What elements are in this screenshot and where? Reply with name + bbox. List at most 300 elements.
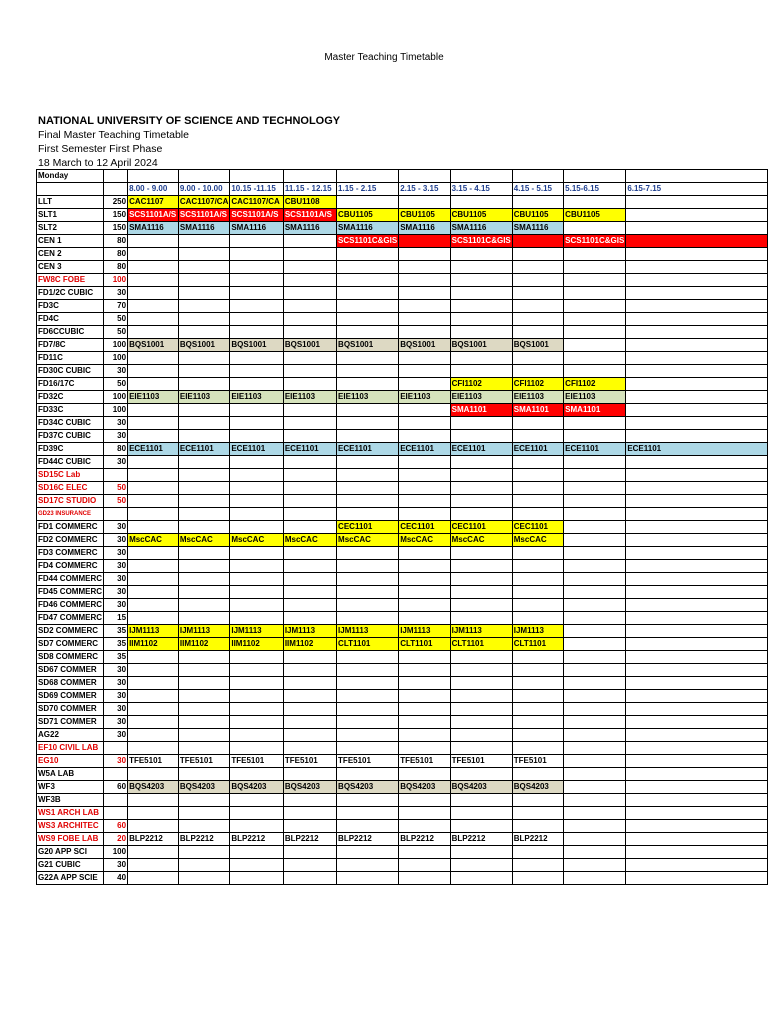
table-row [37, 742, 768, 755]
empty-cell [337, 508, 399, 521]
empty-cell [399, 482, 450, 495]
empty-cell [230, 859, 283, 872]
empty-cell [230, 716, 283, 729]
empty-cell [337, 846, 399, 859]
empty-cell [128, 651, 179, 664]
empty-cell [178, 469, 229, 482]
course-cell: SMA1116 [283, 222, 336, 235]
room-name: FD6CCUBIC [37, 326, 104, 339]
empty-cell [564, 534, 626, 547]
empty-cell [564, 365, 626, 378]
empty-cell [230, 378, 283, 391]
empty-cell [178, 261, 229, 274]
empty-cell [626, 274, 768, 287]
empty-cell [450, 768, 512, 781]
empty-cell [512, 274, 563, 287]
empty-cell [283, 742, 336, 755]
empty-cell [128, 248, 179, 261]
room-capacity: 30 [104, 430, 128, 443]
table-row [37, 677, 768, 690]
empty-cell [564, 872, 626, 885]
empty-cell [564, 339, 626, 352]
empty-cell [450, 352, 512, 365]
empty-cell [128, 508, 179, 521]
room-name: W5A LAB [37, 768, 104, 781]
course-cell: SMA1116 [230, 222, 283, 235]
empty-cell [337, 274, 399, 287]
course-cell [399, 235, 450, 248]
room-capacity [104, 469, 128, 482]
empty-cell [178, 430, 229, 443]
empty-cell [450, 690, 512, 703]
empty-cell [230, 807, 283, 820]
empty-cell [450, 560, 512, 573]
time-slot: 11.15 - 12.15 [283, 183, 336, 196]
table-row [37, 287, 768, 300]
course-cell: CAC1107/CA [230, 196, 283, 209]
empty-cell [450, 287, 512, 300]
empty-cell [399, 378, 450, 391]
course-cell: SCS1101C&GIS [450, 235, 512, 248]
empty-cell [564, 703, 626, 716]
empty-cell [399, 794, 450, 807]
course-cell: SMA1116 [512, 222, 563, 235]
empty-cell [512, 703, 563, 716]
empty-cell [337, 729, 399, 742]
empty-cell [283, 417, 336, 430]
course-cell: SCS1101A/S [230, 209, 283, 222]
empty-cell [178, 820, 229, 833]
course-cell: SMA1101 [564, 404, 626, 417]
empty-cell [337, 664, 399, 677]
course-cell: CEC1101 [337, 521, 399, 534]
empty-cell [564, 794, 626, 807]
room-name: G22A APP SCIE [37, 872, 104, 885]
empty-cell [337, 313, 399, 326]
empty-cell [230, 482, 283, 495]
empty-cell [337, 365, 399, 378]
empty-cell [283, 872, 336, 885]
empty-cell [512, 261, 563, 274]
course-cell: BQS4203 [450, 781, 512, 794]
empty-cell [450, 573, 512, 586]
room-capacity: 30 [104, 560, 128, 573]
room-capacity: 50 [104, 482, 128, 495]
semester-phase: First Semester First Phase [38, 143, 163, 155]
empty-cell [283, 586, 336, 599]
empty-cell [230, 664, 283, 677]
empty-cell [512, 196, 563, 209]
empty-cell [230, 703, 283, 716]
empty-cell [230, 521, 283, 534]
room-capacity: 30 [104, 677, 128, 690]
empty-cell [178, 729, 229, 742]
room-name: EG10 [37, 755, 104, 768]
empty-cell [283, 404, 336, 417]
empty-cell [564, 469, 626, 482]
empty-cell [512, 794, 563, 807]
empty-cell [399, 469, 450, 482]
empty-cell [178, 677, 229, 690]
empty-cell [564, 625, 626, 638]
empty-cell [626, 781, 768, 794]
empty-cell [283, 859, 336, 872]
empty-cell [178, 417, 229, 430]
table-row [37, 586, 768, 599]
empty-cell [626, 755, 768, 768]
empty-cell [626, 430, 768, 443]
empty-cell [283, 716, 336, 729]
room-capacity [104, 742, 128, 755]
empty-cell [128, 573, 179, 586]
empty-cell [450, 274, 512, 287]
course-cell: CBU1105 [399, 209, 450, 222]
course-cell: SCS1101A/S [178, 209, 229, 222]
course-cell: EIE1103 [399, 391, 450, 404]
empty-cell [178, 794, 229, 807]
room-name: SD70 COMMER [37, 703, 104, 716]
room-name: FD46 COMMERC [37, 599, 104, 612]
empty-cell [512, 248, 563, 261]
empty-cell [512, 651, 563, 664]
course-cell: BLP2212 [128, 833, 179, 846]
empty-cell [178, 651, 229, 664]
table-row [37, 456, 768, 469]
empty-cell [178, 313, 229, 326]
empty-cell [564, 586, 626, 599]
course-cell [512, 235, 563, 248]
empty-cell [230, 729, 283, 742]
table-row [37, 781, 768, 794]
room-capacity: 80 [104, 235, 128, 248]
table-row [37, 573, 768, 586]
room-name: CEN 1 [37, 235, 104, 248]
empty-cell [399, 352, 450, 365]
room-capacity: 100 [104, 339, 128, 352]
empty-cell [337, 352, 399, 365]
room-name: FD44C CUBIC [37, 456, 104, 469]
empty-cell [337, 300, 399, 313]
room-capacity: 30 [104, 664, 128, 677]
empty-cell [128, 612, 179, 625]
empty-cell [230, 235, 283, 248]
table-row [37, 846, 768, 859]
empty-cell [512, 872, 563, 885]
room-capacity: 50 [104, 326, 128, 339]
empty-cell [626, 521, 768, 534]
empty-cell [512, 729, 563, 742]
empty-cell [399, 599, 450, 612]
course-cell: ECE1101 [399, 443, 450, 456]
room-capacity: 20 [104, 833, 128, 846]
table-row [37, 651, 768, 664]
empty-cell [128, 326, 179, 339]
empty-cell [399, 456, 450, 469]
empty-cell [450, 430, 512, 443]
empty-cell [230, 794, 283, 807]
room-name: WS9 FOBE LAB [37, 833, 104, 846]
course-cell: BLP2212 [178, 833, 229, 846]
room-capacity [104, 794, 128, 807]
empty-cell [283, 599, 336, 612]
table-row [37, 859, 768, 872]
time-slot: 5.15-6.15 [564, 183, 626, 196]
empty-cell [399, 820, 450, 833]
table-row [37, 807, 768, 820]
empty-cell [337, 716, 399, 729]
empty-cell [450, 651, 512, 664]
page-header: Master Teaching Timetable [324, 52, 444, 63]
course-cell: EIE1103 [450, 391, 512, 404]
empty-cell [399, 807, 450, 820]
empty-cell [512, 768, 563, 781]
empty-cell [626, 378, 768, 391]
university-name: NATIONAL UNIVERSITY OF SCIENCE AND TECHNOLOGY [38, 115, 341, 127]
empty-cell [626, 482, 768, 495]
empty-cell [230, 261, 283, 274]
course-cell: TFE5101 [337, 755, 399, 768]
table-row [37, 547, 768, 560]
room-capacity: 30 [104, 456, 128, 469]
empty-cell [626, 326, 768, 339]
room-capacity [104, 768, 128, 781]
course-cell: ECE1101 [230, 443, 283, 456]
table-row [37, 664, 768, 677]
empty-cell [512, 287, 563, 300]
empty-cell [283, 612, 336, 625]
empty-cell [283, 690, 336, 703]
empty-cell [178, 352, 229, 365]
room-name: SD17C STUDIO [37, 495, 104, 508]
empty-cell [128, 768, 179, 781]
empty-cell [178, 456, 229, 469]
course-cell: SMA1101 [450, 404, 512, 417]
course-cell: BQS1001 [128, 339, 179, 352]
empty-cell [399, 508, 450, 521]
empty-cell [450, 313, 512, 326]
table-row [37, 768, 768, 781]
room-capacity: 30 [104, 365, 128, 378]
empty-cell [512, 300, 563, 313]
empty-cell [178, 703, 229, 716]
course-cell: SMA1116 [450, 222, 512, 235]
empty-cell [626, 404, 768, 417]
empty-cell [283, 495, 336, 508]
course-cell: MscCAC [283, 534, 336, 547]
empty-cell [564, 326, 626, 339]
empty-cell [128, 404, 179, 417]
empty-cell [450, 703, 512, 716]
empty-cell [128, 807, 179, 820]
course-cell: IJM1113 [512, 625, 563, 638]
empty-cell [399, 573, 450, 586]
empty-cell [178, 287, 229, 300]
empty-cell [564, 612, 626, 625]
course-cell: BQS4203 [230, 781, 283, 794]
table-row [37, 755, 768, 768]
empty-cell [564, 573, 626, 586]
empty-cell [128, 469, 179, 482]
table-row [37, 794, 768, 807]
empty-cell [564, 651, 626, 664]
empty-cell [283, 469, 336, 482]
empty-cell [564, 833, 626, 846]
room-name: FD33C [37, 404, 104, 417]
course-cell: CBU1105 [512, 209, 563, 222]
empty-cell [512, 469, 563, 482]
room-name: CEN 2 [37, 248, 104, 261]
empty-cell [178, 495, 229, 508]
empty-cell [450, 547, 512, 560]
empty-cell [564, 729, 626, 742]
course-cell: EIE1103 [230, 391, 283, 404]
course-cell: TFE5101 [230, 755, 283, 768]
course-cell: CBU1108 [283, 196, 336, 209]
empty-cell [128, 729, 179, 742]
empty-cell [512, 313, 563, 326]
empty-cell [337, 742, 399, 755]
room-capacity: 150 [104, 222, 128, 235]
empty-cell [128, 482, 179, 495]
empty-cell [626, 248, 768, 261]
empty-cell [337, 794, 399, 807]
empty-cell [178, 404, 229, 417]
empty-cell [512, 716, 563, 729]
course-cell: ECE1101 [564, 443, 626, 456]
time-slot: 10.15 -11.15 [230, 183, 283, 196]
room-name: SD67 COMMER [37, 664, 104, 677]
empty-cell [626, 807, 768, 820]
empty-cell [450, 859, 512, 872]
room-capacity: 100 [104, 391, 128, 404]
empty-cell [337, 196, 399, 209]
empty-cell [283, 235, 336, 248]
empty-cell [512, 820, 563, 833]
empty-cell [283, 547, 336, 560]
empty-cell [512, 365, 563, 378]
room-capacity: 30 [104, 729, 128, 742]
empty-cell [283, 846, 336, 859]
empty-cell [128, 261, 179, 274]
empty-cell [626, 651, 768, 664]
course-cell: ECE1101 [450, 443, 512, 456]
room-capacity: 30 [104, 573, 128, 586]
empty-cell [178, 612, 229, 625]
room-capacity: 35 [104, 638, 128, 651]
empty-cell [178, 664, 229, 677]
empty-cell [450, 469, 512, 482]
course-cell: SMA1116 [178, 222, 229, 235]
room-capacity: 150 [104, 209, 128, 222]
course-cell: EIE1103 [128, 391, 179, 404]
table-row [37, 235, 768, 248]
empty-cell [178, 573, 229, 586]
empty-cell [283, 703, 336, 716]
empty-cell [399, 703, 450, 716]
table-row [37, 404, 768, 417]
empty-cell [564, 248, 626, 261]
empty-cell [283, 313, 336, 326]
empty-cell [337, 378, 399, 391]
course-cell: TFE5101 [128, 755, 179, 768]
time-slot: 3.15 - 4.15 [450, 183, 512, 196]
room-capacity: 30 [104, 287, 128, 300]
table-row [37, 469, 768, 482]
room-name: SD68 COMMER [37, 677, 104, 690]
room-capacity: 15 [104, 612, 128, 625]
course-cell: MscCAC [512, 534, 563, 547]
time-slot: 9.00 - 10.00 [178, 183, 229, 196]
empty-cell [230, 547, 283, 560]
empty-cell [399, 365, 450, 378]
empty-cell [337, 859, 399, 872]
room-name: WS3 ARCHITEC [37, 820, 104, 833]
empty-cell [626, 703, 768, 716]
course-cell: BLP2212 [283, 833, 336, 846]
empty-cell [564, 352, 626, 365]
empty-cell [230, 573, 283, 586]
empty-cell [178, 508, 229, 521]
course-cell: BLP2212 [399, 833, 450, 846]
course-cell: BLP2212 [230, 833, 283, 846]
course-cell: IJM1113 [399, 625, 450, 638]
empty-cell [450, 417, 512, 430]
empty-cell [564, 846, 626, 859]
empty-cell [178, 482, 229, 495]
empty-cell [230, 612, 283, 625]
empty-cell [512, 586, 563, 599]
time-slot: 4.15 - 5.15 [512, 183, 563, 196]
table-row [37, 339, 768, 352]
table-row [37, 599, 768, 612]
empty-cell [564, 807, 626, 820]
table-row [37, 703, 768, 716]
empty-cell [399, 729, 450, 742]
course-cell: BQS1001 [178, 339, 229, 352]
empty-cell [626, 638, 768, 651]
empty-cell [230, 677, 283, 690]
empty-cell [564, 495, 626, 508]
room-name: FD11C [37, 352, 104, 365]
empty-cell [564, 781, 626, 794]
empty-cell [230, 820, 283, 833]
empty-cell [337, 560, 399, 573]
empty-cell [178, 859, 229, 872]
table-row [37, 430, 768, 443]
empty-cell [626, 365, 768, 378]
course-cell: IIM1102 [128, 638, 179, 651]
empty-cell [178, 521, 229, 534]
empty-cell [399, 300, 450, 313]
empty-cell [512, 326, 563, 339]
room-capacity: 30 [104, 586, 128, 599]
room-name: FD2 COMMERC [37, 534, 104, 547]
empty-cell [283, 794, 336, 807]
empty-cell [564, 261, 626, 274]
room-name: FD30C CUBIC [37, 365, 104, 378]
empty-cell [450, 716, 512, 729]
empty-cell [178, 300, 229, 313]
empty-cell [399, 287, 450, 300]
course-cell: CEC1101 [512, 521, 563, 534]
course-cell: EIE1103 [564, 391, 626, 404]
empty-cell [230, 599, 283, 612]
empty-cell [337, 495, 399, 508]
empty-cell [626, 534, 768, 547]
empty-cell [399, 872, 450, 885]
course-cell: CBU1105 [337, 209, 399, 222]
empty-cell [283, 807, 336, 820]
